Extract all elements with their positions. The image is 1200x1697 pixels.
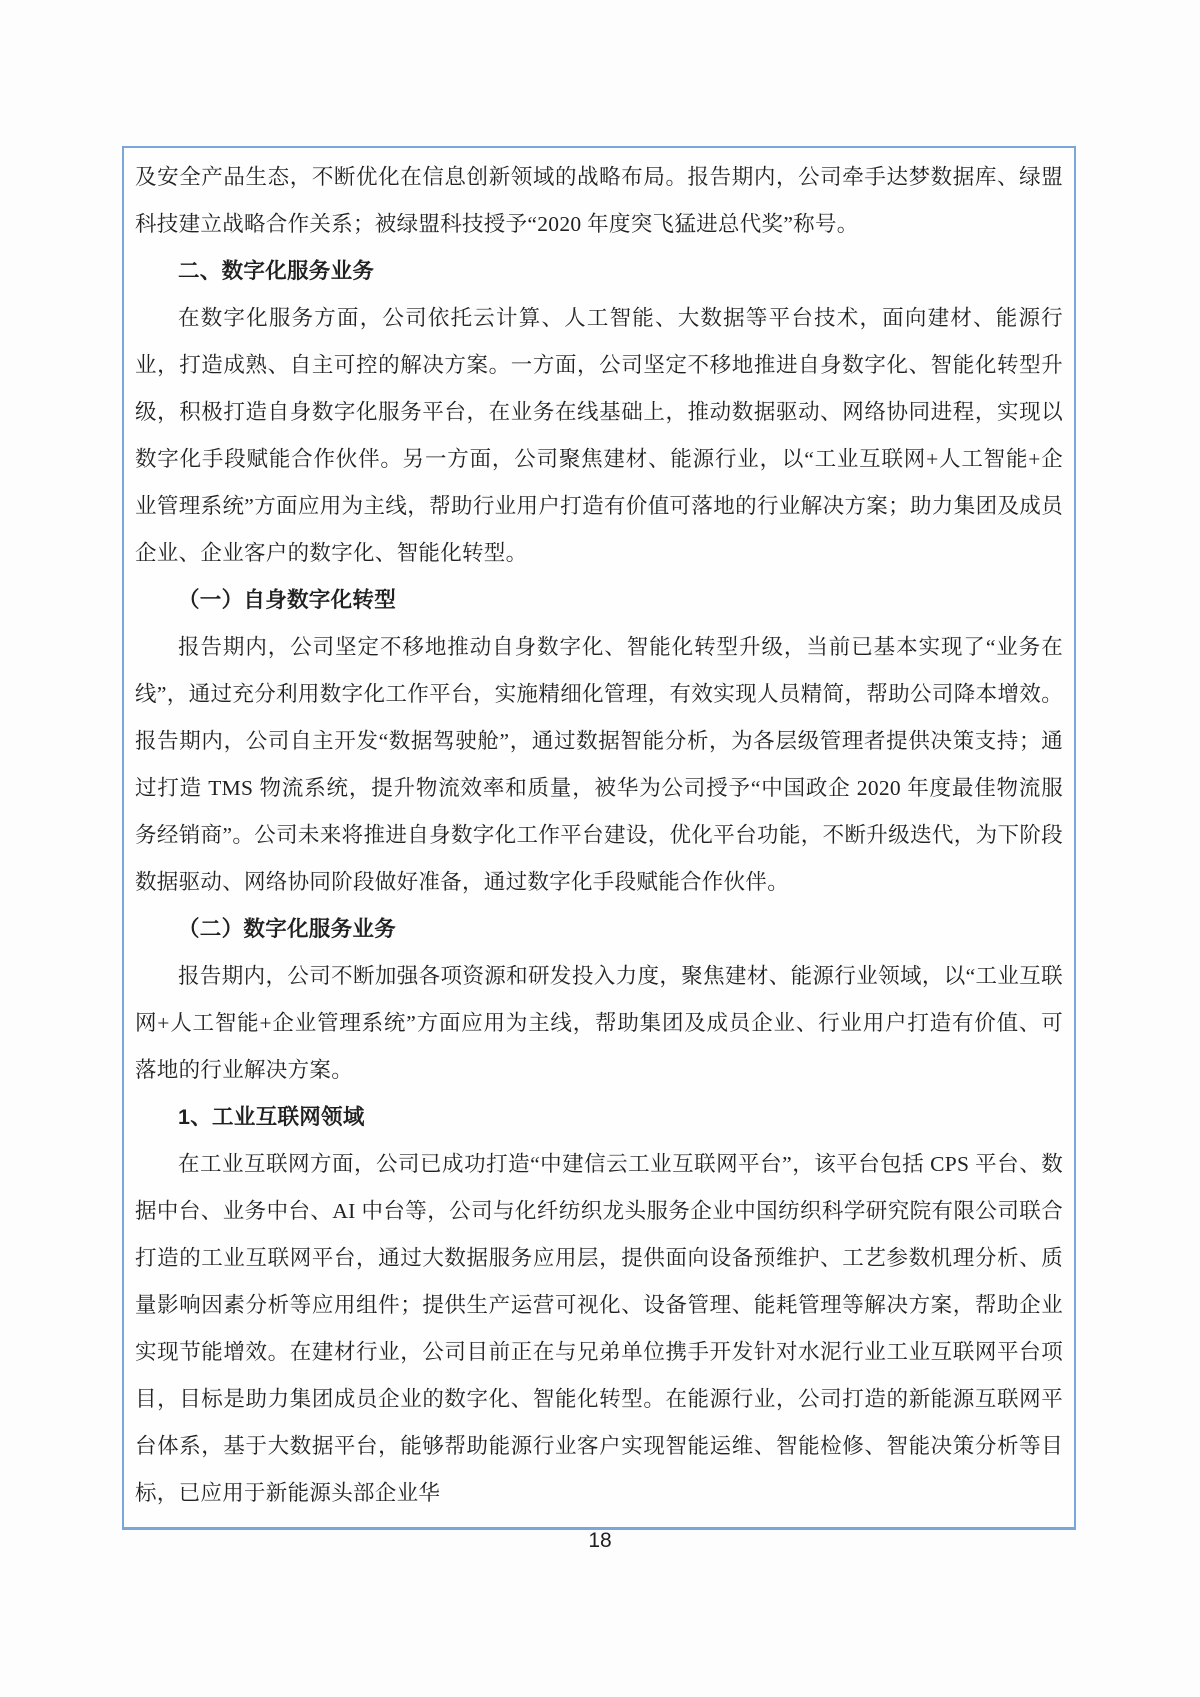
section-heading-digital-service-business: 二、数字化服务业务 (178, 259, 375, 283)
body-paragraph-digital-service-business: 报告期内，公司不断加强各项资源和研发投入力度，聚焦建材、能源行业领域，以“工业互联网+人工智能+企业管理系统”方面应用为主线，帮助集团及成员企业、行业用户打造有价值、可落地的行业解决方案。 (135, 964, 1063, 1082)
subsection-heading-self-digital-transformation: （一）自身数字化转型 (178, 588, 397, 612)
subsection-heading-digital-service-business: （二）数字化服务业务 (178, 917, 397, 941)
paragraph-continuation: 及安全产品生态，不断优化在信息创新领域的战略布局。报告期内，公司牵手达梦数据库、绿盟科技建立战略合作关系；被绿盟科技授予“2020 年度突飞猛进总代奖”称号。 (135, 165, 1063, 236)
body-paragraph-digital-service-overview: 在数字化服务方面，公司依托云计算、人工智能、大数据等平台技术，面向建材、能源行业，打造成熟、自主可控的解决方案。一方面，公司坚定不移地推进自身数字化、智能化转型升级，积极打造自身数字化服务平台，在业务在线基础上，推动数据驱动、网络协同进程，实现以数字化手段赋能合作伙伴。另一方面，公司聚焦建材、能源行业，以“工业互联网+人工智能+企业管理系统”方面应用为主线，帮助行业用户打造有价值可落地的行业解决方案；助力集团及成员企业、企业客户的数字化、智能化转型。 (135, 306, 1063, 565)
body-paragraph-self-digital-transformation: 报告期内，公司坚定不移地推动自身数字化、智能化转型升级，当前已基本实现了“业务在线”，通过充分利用数字化工作平台，实施精细化管理，有效实现人员精简，帮助公司降本增效。报告期内，公司自主开发“数据驾驶舱”，通过数据智能分析，为各层级管理者提供决策支持；通过打造 TMS 物流系统，提升物流效率和质量，被华为公司授予“中国政企 2020 年度最佳物流服务经销商”。公司未来将推进自身数字化工作平台建设，优化平台功能，不断升级迭代，为下阶段数据驱动、网络协同阶段做好准备，通过数字化手段赋能合作伙伴。 (135, 635, 1063, 894)
subsection-heading-industrial-internet: 1、工业互联网领域 (178, 1105, 365, 1129)
page-number: 18 (588, 1529, 612, 1552)
body-paragraph-industrial-internet: 在工业互联网方面，公司已成功打造“中建信云工业互联网平台”，该平台包括 CPS 平台、数据中台、业务中台、AI 中台等，公司与化纤纺织龙头服务企业中国纺织科学研究院有限公司联合打造的工业互联网平台，通过大数据服务应用层，提供面向设备预维护、工艺参数机理分析、质量影响因素分析等应用组件；提供生产运营可视化、设备管理、能耗管理等解决方案，帮助企业实现节能增效。在建材行业，公司目前正在与兄弟单位携手开发针对水泥行业工业互联网平台项目，目标是助力集团成员企业的数字化、智能化转型。在能源行业，公司打造的新能源互联网平台体系，基于大数据平台，能够帮助能源行业客户实现智能运维、智能检修、智能决策分析等目标，已应用于新能源头部企业华 (135, 1152, 1063, 1505)
content-border-box (122, 146, 1076, 1530)
